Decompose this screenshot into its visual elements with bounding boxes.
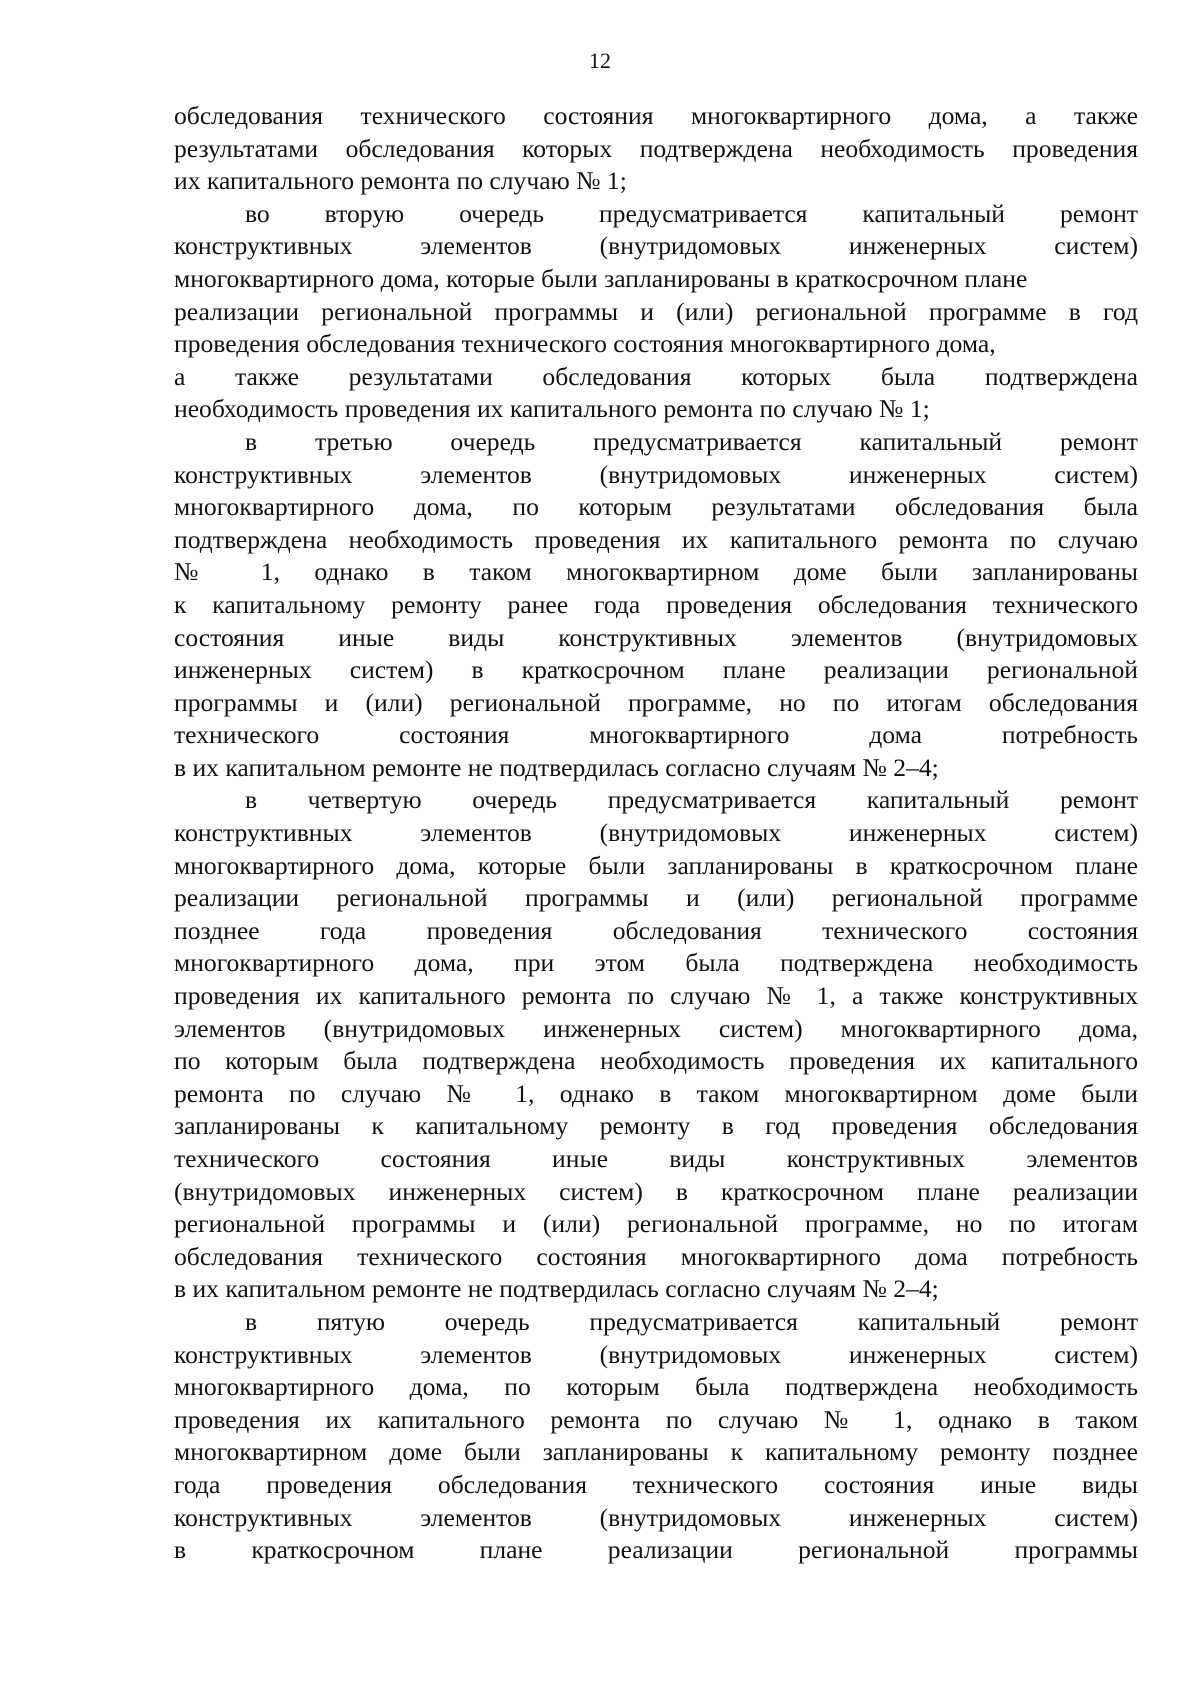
text-line: проведения их капитального ремонта по случаю № 1, однако в таком — [174, 1404, 1138, 1434]
text-line: обследования технического состояния многоквартирного дома потребность — [174, 1241, 1138, 1271]
text-line: запланированы к капитальному ремонту в год проведения обследования — [174, 1111, 1138, 1141]
text-line: их капитального ремонта по случаю № 1; — [174, 166, 627, 196]
text-line: результатами обследования которых подтверждена необходимость проведения — [174, 133, 1138, 163]
text-line: года проведения обследования технического состояния иные виды — [174, 1469, 1138, 1499]
text-line: реализации региональной программы и (или) региональной программе в год — [174, 296, 1138, 326]
document-body — [174, 100, 1138, 1567]
text-line: ремонта по случаю № 1, однако в таком многоквартирном доме были — [174, 1078, 1138, 1108]
text-line: инженерных систем) в краткосрочном плане реализации региональной — [174, 655, 1138, 685]
text-line: № 1, однако в таком многоквартирном доме были запланированы — [174, 557, 1138, 587]
text-line: в краткосрочном плане реализации региональной программы — [174, 1535, 1138, 1565]
text-line: многоквартирного дома, которые были запланированы в краткосрочном плане — [174, 850, 1138, 880]
page-number: 12 — [589, 48, 611, 73]
text-line: необходимость проведения их капитального ремонта по случаю № 1; — [174, 394, 930, 424]
text-line: многоквартирного дома, по которым была подтверждена необходимость — [174, 1372, 1138, 1402]
text-line: к капитальному ремонту ранее года проведения обследования технического — [174, 589, 1138, 619]
text-line: проведения их капитального ремонта по случаю № 1, а также конструктивных — [174, 981, 1138, 1011]
paragraph-fifth-queue — [174, 1306, 1138, 1567]
text-line: конструктивных элементов (внутридомовых инженерных систем) — [174, 231, 1138, 261]
text-line: позднее года проведения обследования технического состояния — [174, 915, 1138, 945]
text-line: по которым была подтверждена необходимость проведения их капитального — [174, 1046, 1138, 1076]
text-line: технического состояния многоквартирного дома потребность — [174, 720, 1138, 750]
text-line: многоквартирного дома, которые были запланированы в краткосрочном плане — [174, 263, 1028, 293]
text-line: (внутридомовых инженерных систем) в краткосрочном плане реализации — [174, 1176, 1138, 1206]
text-line: в пятую очередь предусматривается капитальный ремонт — [245, 1306, 1138, 1336]
text-line: обследования технического состояния многоквартирного дома, а также — [174, 101, 1138, 130]
text-line: конструктивных элементов (внутридомовых инженерных систем) — [174, 818, 1138, 848]
text-line: конструктивных элементов (внутридомовых инженерных систем) — [174, 459, 1138, 489]
paragraph-continuation — [174, 100, 1138, 198]
paragraph-third-queue — [174, 426, 1138, 785]
text-line: многоквартирном доме были запланированы к капитальному ремонту позднее — [174, 1437, 1138, 1467]
text-line: во вторую очередь предусматривается капитальный ремонт — [245, 198, 1138, 228]
paragraph-second-queue — [174, 198, 1138, 426]
text-line: проведения обследования технического состояния многоквартирного дома, — [174, 329, 996, 359]
text-line: состояния иные виды конструктивных элементов (внутридомовых — [174, 622, 1138, 652]
text-line: технического состояния иные виды конструктивных элементов — [174, 1144, 1138, 1173]
text-line: в их капитальном ремонте не подтвердилась согласно случаям № 2–4; — [174, 1274, 939, 1304]
text-line: реализации региональной программы и (или) региональной программе — [174, 883, 1138, 913]
text-line: в третью очередь предусматривается капитальный ремонт — [245, 426, 1138, 456]
paragraph-fourth-queue — [174, 784, 1138, 1306]
text-line: в четвертую очередь предусматривается капитальный ремонт — [245, 785, 1138, 815]
text-line: конструктивных элементов (внутридомовых инженерных систем) — [174, 1339, 1138, 1369]
text-line: многоквартирного дома, при этом была подтверждена необходимость — [174, 948, 1138, 978]
text-line: элементов (внутридомовых инженерных систем) многоквартирного дома, — [174, 1013, 1138, 1043]
text-line: а также результатами обследования которых была подтверждена — [174, 361, 1138, 391]
text-line: многоквартирного дома, по которым результатами обследования была — [174, 492, 1138, 522]
text-line: подтверждена необходимость проведения их капитального ремонта по случаю — [174, 524, 1138, 554]
text-line: региональной программы и (или) региональной программе, но по итогам — [174, 1209, 1138, 1239]
text-line: программы и (или) региональной программе, но по итогам обследования — [174, 687, 1138, 717]
text-line: конструктивных элементов (внутридомовых инженерных систем) — [174, 1502, 1138, 1532]
text-line: в их капитальном ремонте не подтвердилась согласно случаям № 2–4; — [174, 752, 939, 782]
